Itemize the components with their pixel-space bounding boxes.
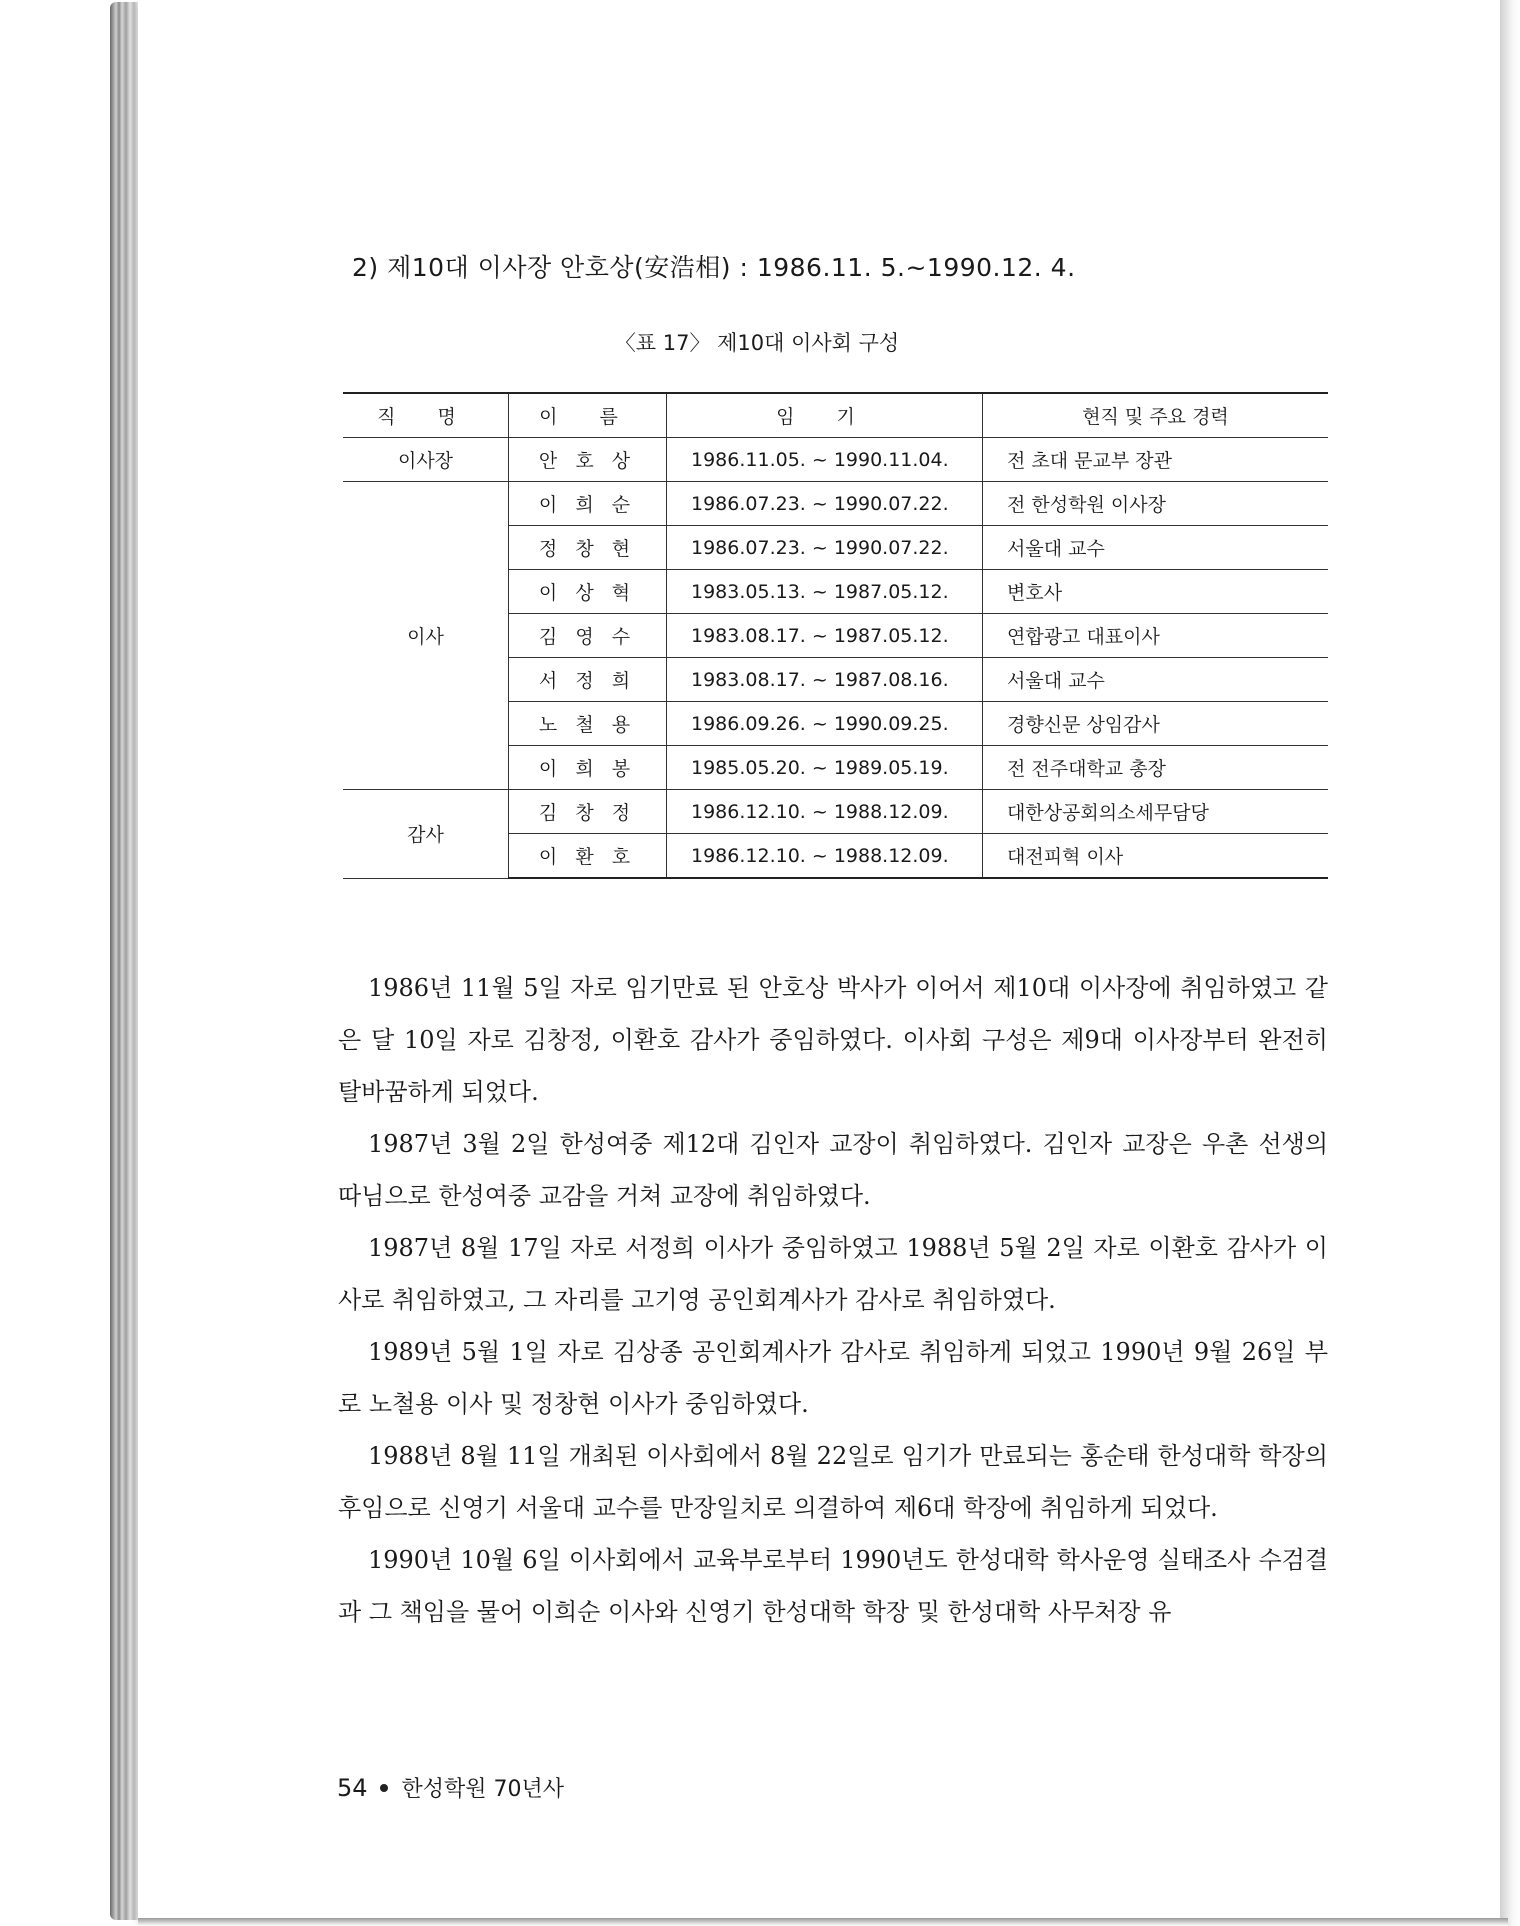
page-right-shadow (1500, 0, 1520, 1926)
career-cell: 전 초대 문교부 장관 (983, 438, 1329, 482)
term-cell: 1983.05.13. ~ 1987.05.12. (667, 570, 983, 614)
name-cell: 이 희 순 (509, 482, 667, 526)
term-cell: 1983.08.17. ~ 1987.05.12. (667, 614, 983, 658)
career-cell: 변호사 (983, 570, 1329, 614)
paragraph: 1987년 8월 17일 자로 서정희 이사가 중임하였고 1988년 5월 2일 자로 이환호 감사가 이사로 취임하였고, 그 자리를 고기영 공인회계사가 감사로 취임하였다. (338, 1234, 1328, 1314)
term-cell: 1986.07.23. ~ 1990.07.22. (667, 482, 983, 526)
table-row (343, 438, 1328, 482)
table-header-row (343, 393, 1328, 438)
career-cell: 전 전주대학교 총장 (983, 746, 1329, 790)
position-cell: 이사 (343, 482, 509, 790)
body-text (338, 962, 1328, 1638)
term-cell: 1986.07.23. ~ 1990.07.22. (667, 526, 983, 570)
section-title: 2) 제10대 이사장 안호상(安浩相) : 1986.11. 5.~1990.12. 4. (352, 253, 1076, 282)
term-cell: 1986.12.10. ~ 1988.12.09. (667, 834, 983, 879)
header-term (667, 393, 983, 438)
paragraph: 1986년 11월 5일 자로 임기만료 된 안호상 박사가 이어서 제10대 이사장에 취임하였고 같은 달 10일 자로 김창정, 이환호 감사가 중임하였다. 이사회 구성은 제9대 이사장부터 완전히 탈바꿈하게 되었다. (338, 974, 1328, 1106)
term-cell: 1983.08.17. ~ 1987.08.16. (667, 658, 983, 702)
term-cell: 1986.09.26. ~ 1990.09.25. (667, 702, 983, 746)
career-cell: 서울대 교수 (983, 526, 1329, 570)
table-row (343, 790, 1328, 834)
paragraph: 1987년 3월 2일 한성여중 제12대 김인자 교장이 취임하였다. 김인자 교장은 우촌 선생의 따님으로 한성여중 교감을 거쳐 교장에 취임하였다. (338, 1130, 1328, 1210)
header-position-text: 직 명 (377, 406, 474, 428)
name-cell: 김 창 정 (509, 790, 667, 834)
name-cell: 이 희 봉 (509, 746, 667, 790)
header-name (509, 393, 667, 438)
board-table (343, 392, 1328, 879)
paragraph: 1988년 8월 11일 개최된 이사회에서 8월 22일로 임기가 만료되는 홍순태 한성대학 학장의 후임으로 신영기 서울대 교수를 만장일치로 의결하여 제6대 학장에 취임하게 되었다. (338, 1442, 1328, 1522)
career-cell: 대한상공회의소세무담당 (983, 790, 1329, 834)
table-caption (0, 327, 1520, 357)
page-footer (337, 1772, 564, 1803)
page-number: 54 (337, 1774, 368, 1802)
paragraph: 1990년 10월 6일 이사회에서 교육부로부터 1990년도 한성대학 학사운영 실태조사 수검결과 그 책임을 물어 이희순 이사와 신영기 한성대학 학장 및 한성대학 사무처장 유 (338, 1546, 1328, 1626)
position-cell: 감사 (343, 790, 509, 879)
name-cell: 이 상 혁 (509, 570, 667, 614)
career-cell: 전 한성학원 이사장 (983, 482, 1329, 526)
table-row (343, 482, 1328, 526)
paragraph: 1989년 5월 1일 자로 김상종 공인회계사가 감사로 취임하게 되었고 1990년 9월 26일 부로 노철용 이사 및 정창현 이사가 중임하였다. (338, 1338, 1328, 1418)
term-cell: 1986.12.10. ~ 1988.12.09. (667, 790, 983, 834)
page-bottom-shadow (138, 1918, 1508, 1926)
header-name-text: 이 름 (539, 406, 636, 428)
bullet-dot-icon (380, 1784, 388, 1792)
table-caption-text: 〈표 17〉 제10대 이사회 구성 (614, 331, 900, 355)
header-career: 현직 및 주요 경력 (983, 393, 1329, 438)
name-cell: 이 환 호 (509, 834, 667, 879)
term-cell: 1986.11.05. ~ 1990.11.04. (667, 438, 983, 482)
name-cell: 정 창 현 (509, 526, 667, 570)
name-cell: 노 철 용 (509, 702, 667, 746)
page-stack-edge (110, 2, 140, 1920)
position-cell: 이사장 (343, 438, 509, 482)
name-cell: 김 영 수 (509, 614, 667, 658)
career-cell: 연합광고 대표이사 (983, 614, 1329, 658)
career-cell: 대전피혁 이사 (983, 834, 1329, 879)
term-cell: 1985.05.20. ~ 1989.05.19. (667, 746, 983, 790)
book-title: 한성학원 70년사 (401, 1777, 565, 1802)
name-cell: 서 정 희 (509, 658, 667, 702)
career-cell: 경향신문 상임감사 (983, 702, 1329, 746)
name-cell: 안 호 상 (509, 438, 667, 482)
header-position (343, 393, 509, 438)
career-cell: 서울대 교수 (983, 658, 1329, 702)
header-term-text: 임 기 (776, 406, 873, 428)
